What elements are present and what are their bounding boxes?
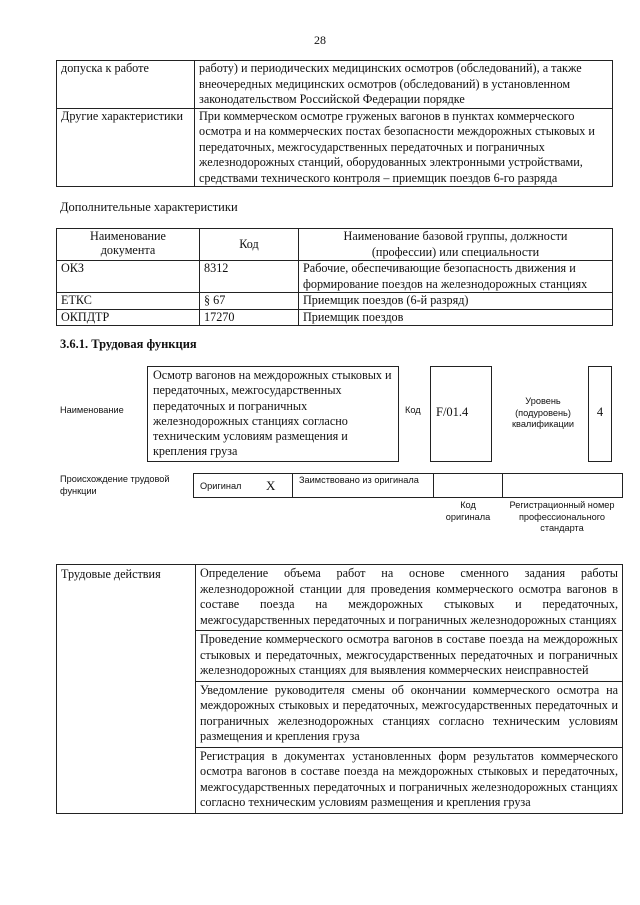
page-number: 28 [314, 33, 326, 47]
labor-action-item: Проведение коммерческого осмотра вагонов в составе поезда на междорожных стыковых и передаточных, межгосударственных передаточных и пограничных железнодорожных станциях для выявления коммерческих неисправностей [196, 631, 623, 682]
table-row [57, 108, 613, 187]
table-row [57, 293, 613, 310]
borrowed-cell [292, 473, 434, 498]
labor-action-item: Определение объема работ на основе сменного задания работы железнодорожной станции для проведения коммерческого осмотра вагонов в составе поезда на междорожных стыковых и передаточных, межгосударственных передаточных и пограничных железнодорожных станциях [196, 565, 623, 631]
additional-characteristics-table [56, 228, 613, 326]
table-row [57, 61, 613, 109]
additional-characteristics-title: Дополнительные характеристики [60, 200, 238, 214]
cell-doc: ЕТКС [57, 293, 200, 310]
original-cell [193, 473, 293, 498]
origin-row [193, 473, 623, 498]
cell-code: 8312 [200, 261, 299, 293]
labor-actions-label: Трудовые действия [57, 565, 196, 814]
function-section-title: 3.6.1. Трудовая функция [60, 337, 197, 351]
borrowed-label: Заимствовано из оригинала [299, 475, 419, 485]
header-document: Наименование документа [57, 229, 200, 261]
labor-action-item: Регистрация в документах установленных форм результатов коммерческого осмотра вагонов в составе поезда на междорожных стыковых и передаточных, межгосударственных передаточных и пограничных железнодорожных станциях согласно техническим условиям размещения и крепления груза [196, 747, 623, 813]
table-header-row [57, 229, 613, 261]
row-label: допуска к работе [57, 61, 195, 109]
original-code-cell [433, 473, 503, 498]
cell-code: § 67 [200, 293, 299, 310]
original-code-caption: Код оригинала [445, 500, 491, 522]
reg-number-caption: Регистрационный номер профессионального стандарта [509, 500, 615, 533]
code-label: Код [405, 405, 421, 415]
cell-doc: ОКПДТР [57, 309, 200, 326]
function-name-box: Осмотр вагонов на междорожных стыковых и передаточных, межгосударственных передаточных и пограничных железнодорожных станциях согласно техническим условиям размещения и крепления груза [147, 366, 399, 462]
qualification-level: 4 [596, 405, 604, 419]
row-text: При коммерческом осмотре груженых вагонов в пунктах коммерческого осмотра и на коммерческих постах безопасности междорожных стыковых и передаточных, межгосударственных передаточных и пограничных железнодорожных станций, оборудованных электронными устройствами, средствами технического контроля – приемщик поездов 6-го разряда [195, 108, 613, 187]
table-row [57, 309, 613, 326]
qualification-level-label: Уровень (подуровень) квалификации [512, 396, 574, 429]
name-label: Наименование [60, 405, 124, 415]
header-group: Наименование базовой группы, должности (профессии) или специальности [299, 229, 613, 261]
table-row [57, 565, 623, 631]
table-row [57, 261, 613, 293]
row-text: работу) и периодических медицинских осмотров (обследований), а также внеочередных медицинских осмотров (обследований) в установленном законодательством Российской Федерации порядке [195, 61, 613, 109]
labor-action-item: Уведомление руководителя смены об окончании коммерческого осмотра на междорожных стыковых и передаточных, межгосударственных передаточных и пограничных железнодорожных станциях согласно техническим условиям размещения и крепления груза [196, 681, 623, 747]
cell-doc: ОКЗ [57, 261, 200, 293]
cell-name: Рабочие, обеспечивающие безопасность движения и формирование поездов на железнодорожных станциях [299, 261, 613, 293]
function-code-box [430, 366, 492, 462]
qualification-level-box [588, 366, 612, 462]
function-code: F/01.4 [436, 405, 469, 419]
labor-actions-table [56, 564, 623, 814]
header-code: Код [200, 229, 299, 261]
origin-label: Происхождение трудовой функции [60, 474, 170, 496]
original-mark: X [266, 478, 276, 493]
reg-number-cell [502, 473, 623, 498]
original-label: Оригинал [200, 481, 242, 491]
cell-code: 17270 [200, 309, 299, 326]
cell-name: Приемщик поездов (6-й разряд) [299, 293, 613, 310]
row-label: Другие характеристики [57, 108, 195, 187]
cell-name: Приемщик поездов [299, 309, 613, 326]
top-characteristics-table [56, 60, 613, 187]
